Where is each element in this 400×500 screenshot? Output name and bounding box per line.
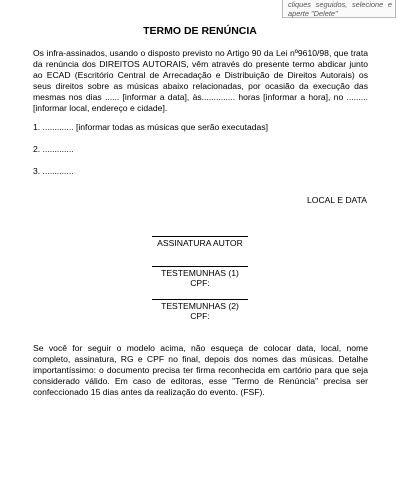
author-signature-block	[0, 236, 400, 248]
music-item-2: 2. .............	[33, 144, 74, 154]
author-signature-label: ASSINATURA AUTOR	[152, 236, 248, 248]
document-title: TERMO DE RENÚNCIA	[143, 25, 257, 37]
music-item-1: 1. ............. [informar todas as músicas que serão executadas]	[33, 122, 269, 132]
witness1-cpf: CPF:	[190, 278, 210, 288]
local-and-date: LOCAL E DATA	[306, 195, 367, 205]
witness2-label: TESTEMUNHAS (2)	[152, 299, 248, 311]
instruction-tooltip: cliques seguidos, selecione e aperte "Delete"	[282, 0, 396, 18]
witness1-label: TESTEMUNHAS (1)	[152, 266, 248, 278]
intro-paragraph: Os infra-assinados, usando o disposto previsto no Artigo 90 da Lei nº9610/98, que trata da renúncia dos DIREITOS AUTORAIS, vêm através do presente termo abdicar junto ao ECAD (Escritório Central de Arrecadação e Distribuição de Direitos Autorais) os seus direitos sobre as músicas abaixo relacionadas, por ocasião da execução das mesmas nos dias ...... [informar a data], às.............. horas [informar a hora], no ......... [informar local, endereço e cidade].	[33, 48, 368, 113]
witness2-cpf: CPF:	[190, 311, 210, 321]
witness2-signature-block	[0, 299, 400, 321]
instructions-note: Se você for seguir o modelo acima, não esqueça de colocar data, local, nome completo, assinatura, RG e CPF no final, depois dos nomes das músicas. Detalhe importantíssimo: o documento precisa ter firma reconhecida em cartório para que seja considerado válido. Em caso de editoras, esse "Termo de Renúncia" precisa ser confeccionado 15 dias antes da realização do evento. (FSF).	[33, 343, 368, 397]
music-item-3: 3. .............	[33, 166, 74, 176]
witness1-signature-block	[0, 266, 400, 288]
